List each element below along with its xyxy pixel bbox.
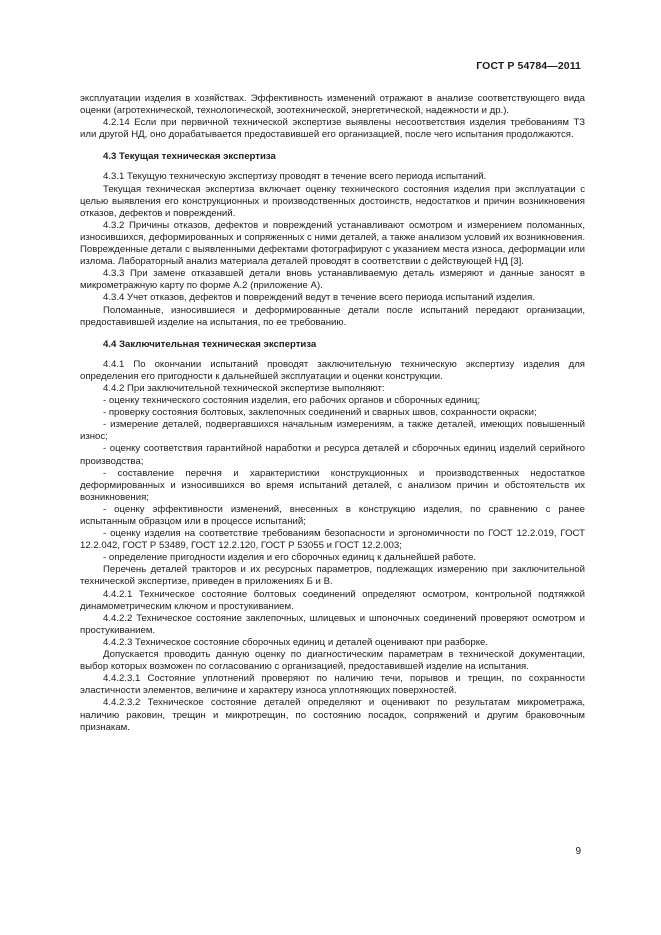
paragraph: Поломанные, износившиеся и деформированные детали после испытаний передают организации, предоставившей изделие на испытания, по ее требованию. [80,304,585,328]
paragraph: Перечень деталей тракторов и их ресурсных параметров, подлежащих измерению при заключительной технической экспертизе, приведен в приложениях Б и В. [80,564,585,588]
paragraph: 4.3.3 При замене отказавшей детали вновь устанавливаемую деталь измеряют и данные заносят в микрометражную карту по форме А.2 (приложение А). [80,268,585,292]
page-number: 9 [575,846,581,857]
paragraph: 4.4.2.1 Техническое состояние болтовых соединений определяют осмотром, контрольной подтяжкой динамометрическим ключом и простукиванием. [80,588,585,612]
paragraph: - оценку технического состояния изделия, его рабочих органов и сборочных единиц; [103,395,481,407]
paragraph: 4.4.2.3.2 Техническое состояние деталей определяют и оценивают по результатам микрометража, наличию раковин, трещин и микротрещин, по состоянию посадок, сопряжений и другим браковочным признакам. [80,697,585,733]
paragraph: 4.3.1 Текущую техническую экспертизу проводят в течение всего периода испытаний. [103,171,487,183]
standard-header: ГОСТ Р 54784—2011 [476,60,581,72]
paragraph: - определение пригодности изделия и его сборочных единиц к дальнейшей работе. [103,552,477,564]
paragraph: Текущая техническая экспертиза включает оценку технического состояния изделия при эксплуатации с целью выявления его конструкционных и производственных достоинств, недостатков и причин возникновения отказов, дефектов и повреждений. [80,183,585,219]
paragraph: эксплуатации изделия в хозяйствах. Эффективность изменений отражают в анализе соответствующего вида оценки (агротехнической, технологической, зоотехнической, энергетической, надежности и др.). [80,93,585,117]
paragraph: - измерение деталей, подвергавшихся начальным измерениям, а также деталей, имеющих повышенный износ; [80,419,585,443]
paragraph: 4.4.2.2 Техническое состояние заклепочных, шлицевых и шпоночных соединений проверяют осмотром и простукиванием. [80,612,585,636]
paragraph: 4.4.2.3.1 Состояние уплотнений проверяют по наличию течи, порывов и трещин, по сохранности эластичности элементов, величине и характеру износа уплотняющих поверхностей. [80,673,585,697]
paragraph: - составление перечня и характеристики конструкционных и производственных недостатков деформированных и износившихся во время испытаний деталей, с анализом причин и обстоятельств их возникновения; [80,467,585,503]
paragraph: - оценку эффективности изменений, внесенных в конструкцию изделия, по сравнению с ранее испытанным образцом или в процессе испытаний; [80,503,585,527]
paragraph: 4.4.2 При заключительной технической экспертизе выполняют: [103,382,385,394]
paragraph: 4.4.1 По окончании испытаний проводят заключительную техническую экспертизу изделия для определения его пригодности к дальнейшей эксплуатации и оценки конструкции. [80,358,585,382]
paragraph: - проверку состояния болтовых, заклепочных соединений и сварных швов, сохранности окраски; [103,407,537,419]
paragraph: Допускается проводить данную оценку по диагностическим параметрам в технической документации, выбор которых возможен по согласованию с организацией, предоставившей изделие на испытания. [80,649,585,673]
section-heading: 4.4 Заключительная техническая экспертиза [103,338,317,350]
paragraph: - оценку изделия на соответствие требованиям безопасности и эргономичности по ГОСТ 12.2.019, ГОСТ 12.2.042, ГОСТ Р 53489, ГОСТ 12.2.120, ГОСТ Р 53055 и ГОСТ 12.2.003; [80,528,585,552]
paragraph: - оценку соответствия гарантийной наработки и ресурса деталей и сборочных единиц изделий серийного производства; [80,443,585,467]
paragraph: 4.4.2.3 Техническое состояние сборочных единиц и деталей оценивают при разборке. [103,636,489,648]
paragraph: 4.3.4 Учет отказов, дефектов и повреждений ведут в течение всего периода испытаний изделия. [103,292,535,304]
document-body [80,93,585,734]
section-heading: 4.3 Текущая техническая экспертиза [103,151,276,163]
paragraph: 4.2.14 Если при первичной технической экспертизе выявлены несоответствия изделия требованиям ТЗ или другой НД, оно дорабатывается предоставившей его организацией, после чего испытания продолжаются. [80,117,585,141]
paragraph: 4.3.2 Причины отказов, дефектов и повреждений устанавливают осмотром и измерением поломанных, износившихся, деформированных и сопряженных с ними деталей, а также анализом условий их возникновения. Поврежденные детали с выявленными дефектами фотографируют с указанием места износа, деформации или излома. Лабораторный анализ материала деталей проводят в соответствии с действующей НД [3]. [80,219,585,268]
